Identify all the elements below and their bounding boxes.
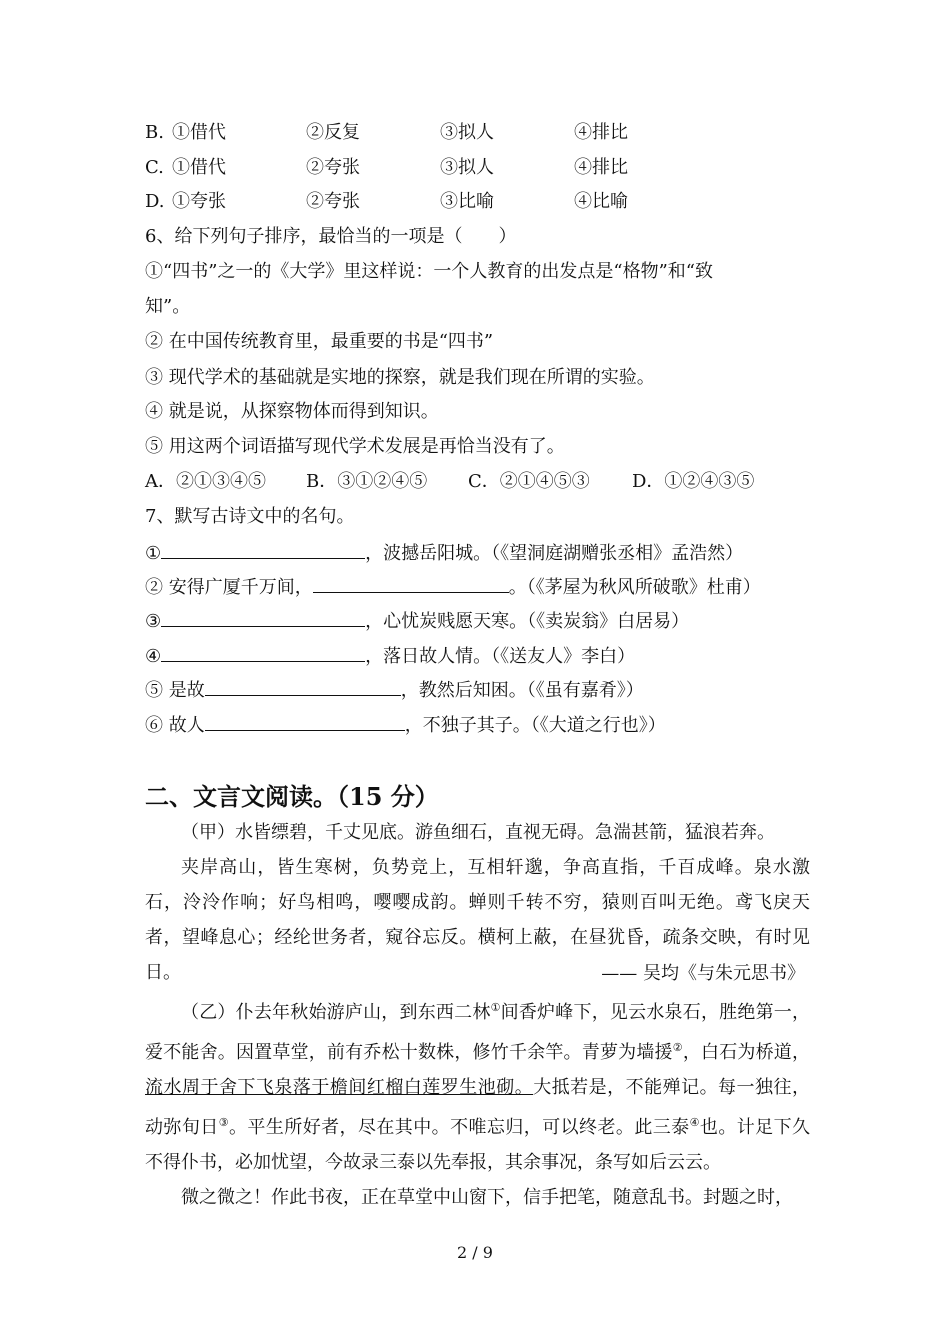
- fill-blank[interactable]: [161, 643, 365, 662]
- question-6-sentence-1-cont: 知”。: [145, 296, 191, 317]
- passage-jia-paragraph-2: 夹岸高山，皆生寒树，负势竞上，互相轩邈，争高直指，千百成峰。泉水激石，泠泠作响；好鸟相鸣，嘤嘤成韵。蝉则千转不穷，猿则百叫无绝。鸢飞戾天者，望峰息心；经纶世务者，窥谷忘反。横柯上蔽，在昼犹昏，疏条交映，有时见日。: [145, 857, 810, 983]
- page-number: 2 / 9: [457, 1243, 493, 1262]
- poem-line-2: [145, 574, 761, 600]
- option-item: ④排比: [574, 157, 628, 178]
- footnote-marker: ②: [672, 1041, 683, 1054]
- line-suffix: ，心忧炭贱愿天寒。（《卖炭翁》白居易）: [365, 611, 690, 632]
- passage-text: 间香炉峰下，见云水泉石，胜绝第一，爱不能舍。因置草堂，前有乔松十数株，修竹千余竿。青萝为墙援: [145, 1002, 810, 1063]
- poem-line-6: [145, 712, 666, 738]
- question-6-sentence-1: ①“四书”之一的《大学》里这样说：一个人教育的出发点是“格物”和“致: [145, 261, 714, 282]
- option-item: ②夸张: [306, 157, 360, 178]
- option-item: ③拟人: [440, 157, 494, 178]
- option-item: ①借代: [172, 157, 226, 178]
- passage-text: 也。计足下久不得仆书，必加忧望，今故录三泰以先奉报，其余事况，条写如后云云。: [145, 1117, 811, 1173]
- passage-yi-paragraph-1: [145, 990, 810, 1180]
- poem-line-3: [145, 608, 689, 634]
- passage-jia-paragraph-1: （甲）水皆缥碧，千丈见底。游鱼细石，直视无碍。急湍甚箭，猛浪若奔。: [181, 822, 775, 843]
- passage-attribution: —— 吴均《与朱元思书》: [601, 963, 805, 984]
- passage-text: （乙）仆去年秋始游庐山，到东西二林: [181, 1002, 491, 1023]
- passage-text: 。平生所好者，尽在其中。不唯忘归，可以终老。此三泰: [229, 1117, 690, 1138]
- option-item: ②反复: [306, 122, 360, 143]
- fill-blank[interactable]: [313, 574, 509, 593]
- option-letter: D.: [145, 191, 165, 212]
- answer-option: D．①②④③⑤: [632, 471, 755, 492]
- question-6-sentence-4: ④ 就是说，从探察物体而得到知识。: [145, 401, 439, 422]
- option-item: ①夸张: [172, 191, 226, 212]
- question-6-sentence-5: ⑤ 用这两个词语描写现代学术发展是再恰当没有了。: [145, 436, 565, 457]
- underlined-sentence: 流水周于舍下飞泉落于檐间红榴白莲罗生池砌。: [145, 1077, 534, 1098]
- footnote-marker: ④: [689, 1116, 700, 1129]
- answer-option: B．③①②④⑤: [306, 471, 428, 492]
- line-prefix: ③: [145, 611, 162, 632]
- fill-blank[interactable]: [205, 677, 401, 696]
- line-suffix: ，波撼岳阳城。（《望洞庭湖赠张丞相》孟浩然）: [365, 543, 744, 564]
- question-6-sentence-3: ③ 现代学术的基础就是实地的探察，就是我们现在所谓的实验。: [145, 367, 655, 388]
- option-item: ④比喻: [574, 191, 628, 212]
- option-item: ②夸张: [306, 191, 360, 212]
- footnote-marker: ③: [218, 1116, 229, 1129]
- fill-blank[interactable]: [161, 608, 365, 627]
- line-prefix: ⑥ 故人: [145, 715, 205, 736]
- poem-line-5: [145, 677, 644, 703]
- option-letter: C.: [145, 157, 164, 178]
- fill-blank[interactable]: [205, 712, 405, 731]
- question-6-stem: 6、给下列句子排序，最恰当的一项是（ ）: [145, 226, 517, 247]
- answer-option: C．②①④⑤③: [468, 471, 590, 492]
- line-suffix: ，落日故人情。（《送友人》李白）: [365, 646, 636, 667]
- section-heading: 二、文言文阅读。（15 分）: [145, 782, 439, 811]
- line-suffix: ，不独子其子。（《大道之行也》）: [404, 715, 666, 736]
- line-prefix: ④: [145, 646, 162, 667]
- line-prefix: ⑤ 是故: [145, 680, 205, 701]
- line-suffix: 。（《茅屋为秋风所破歌》杜甫）: [508, 577, 761, 598]
- line-suffix: ，教然后知困。（《虽有嘉肴》）: [400, 680, 644, 701]
- option-item: ③比喻: [440, 191, 494, 212]
- line-prefix: ② 安得广厦千万间，: [145, 577, 313, 598]
- passage-text: 大抵若是，不能殚记。每一独往，动弥旬日: [145, 1077, 811, 1138]
- poem-line-1: [145, 540, 743, 566]
- answer-option: A．②①③④⑤: [145, 471, 266, 492]
- fill-blank[interactable]: [161, 540, 365, 559]
- passage-yi-paragraph-2: 微之微之！作此书夜，正在草堂中山窗下，信手把笔，随意乱书。封题之时，: [181, 1187, 793, 1208]
- passage-yi: [145, 990, 810, 1215]
- option-item: ③拟人: [440, 122, 494, 143]
- passage-text: ，白石为桥道，: [682, 1042, 810, 1063]
- option-item: ④排比: [574, 122, 628, 143]
- question-7-stem: 7、默写古诗文中的名句。: [145, 506, 355, 527]
- poem-line-4: [145, 643, 635, 669]
- option-item: ①借代: [172, 122, 226, 143]
- footnote-marker: ①: [490, 1001, 501, 1014]
- line-prefix: ①: [145, 543, 162, 564]
- question-6-sentence-2: ② 在中国传统教育里，最重要的书是“四书”: [145, 331, 494, 352]
- option-letter: B.: [145, 122, 164, 143]
